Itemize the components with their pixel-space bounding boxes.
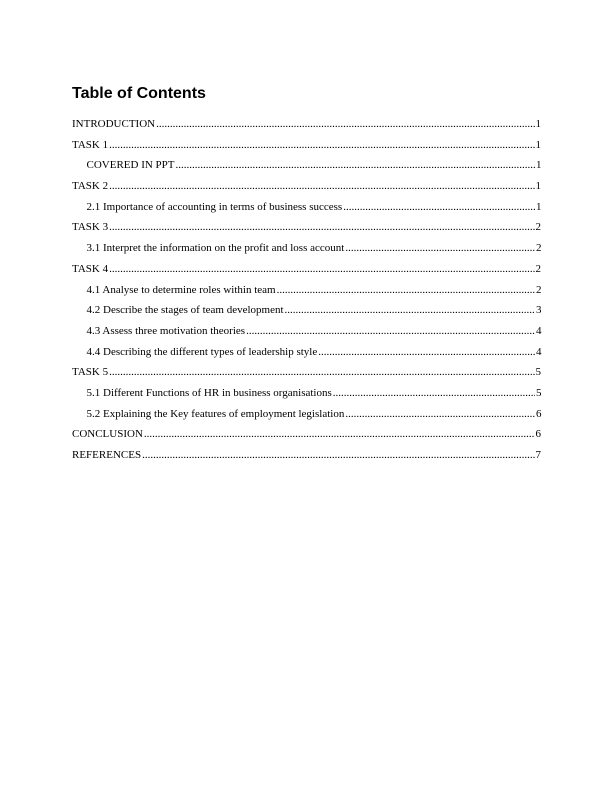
toc-entry-title: CONCLUSION: [72, 428, 143, 441]
toc-entry-title: TASK 3: [72, 221, 109, 234]
toc-entry-page: 5: [536, 386, 542, 399]
toc-entry-page: 2: [535, 221, 541, 234]
dot-leader: [285, 303, 535, 317]
toc-entry-4-4[interactable]: [72, 345, 542, 366]
dot-leader: [345, 241, 535, 255]
toc-entry-task-2[interactable]: [72, 179, 541, 200]
toc-entry-covered-in-ppt[interactable]: [72, 158, 542, 179]
toc-entry-task-3[interactable]: [72, 220, 541, 241]
toc-entry-5-2[interactable]: [72, 407, 542, 428]
toc-entry-references[interactable]: [72, 448, 541, 469]
toc-entry-page: 6: [536, 407, 542, 420]
toc-entry-title: TASK 4: [72, 262, 109, 275]
dot-leader: [109, 179, 534, 193]
toc-entry-3-1[interactable]: [72, 241, 542, 262]
dot-leader: [333, 386, 535, 400]
toc-entry-title: TASK 2: [72, 180, 109, 193]
dot-leader: [144, 427, 535, 441]
toc-entry-2-1[interactable]: [72, 200, 542, 221]
dot-leader: [318, 345, 535, 359]
toc-entry-task-4[interactable]: [72, 262, 541, 283]
toc-entry-page: 1: [535, 180, 541, 193]
toc-entry-4-2[interactable]: [72, 303, 542, 324]
toc-entry-page: 4: [536, 324, 542, 337]
toc-entry-task-5[interactable]: [72, 365, 541, 386]
dot-leader: [343, 200, 535, 214]
toc-entry-title: TASK 5: [72, 366, 109, 379]
dot-leader: [109, 365, 534, 379]
toc-entry-title: REFERENCES: [72, 449, 142, 461]
dot-leader: [246, 324, 535, 338]
dot-leader: [109, 220, 534, 234]
dot-leader: [277, 283, 535, 297]
toc-entry-4-1[interactable]: [72, 283, 542, 304]
toc-entry-page: 1: [536, 200, 542, 213]
dot-leader: [142, 448, 534, 462]
toc-entry-title: 4.1 Analyse to determine roles within team: [86, 283, 276, 296]
toc-entry-title: INTRODUCTION: [72, 118, 156, 130]
toc-entry-page: 2: [535, 262, 541, 275]
dot-leader: [109, 138, 534, 152]
toc-entry-title: 2.1 Importance of accounting in terms of business success: [86, 200, 343, 213]
toc-entry-4-3[interactable]: [72, 324, 542, 345]
toc-entry-page: 5: [535, 366, 541, 379]
toc-entry-title: 3.1 Interpret the information on the profit and loss account: [86, 242, 345, 255]
toc-entry-title: 4.4 Describing the different types of leadership style: [86, 345, 318, 358]
toc-entry-title: COVERED IN PPT: [86, 159, 175, 172]
toc-entry-conclusion[interactable]: [72, 427, 541, 448]
toc-heading: Table of Contents: [72, 85, 206, 102]
toc-entry-page: 6: [535, 428, 541, 441]
toc-entry-page: 7: [535, 449, 541, 461]
toc-entry-page: 3: [536, 304, 542, 317]
toc-entry-title: 4.2 Describe the stages of team development: [86, 304, 284, 317]
toc-entry-page: 1: [535, 138, 541, 151]
dot-leader: [156, 117, 534, 131]
dot-leader: [109, 262, 534, 276]
dot-leader: [345, 407, 535, 421]
toc-entry-5-1[interactable]: [72, 386, 542, 407]
toc-entry-page: 2: [536, 283, 542, 296]
toc-entry-page: 1: [536, 159, 542, 172]
toc-entry-title: 5.2 Explaining the Key features of employment legislation: [86, 407, 345, 420]
toc-list: [72, 117, 541, 469]
toc-entry-page: 2: [536, 242, 542, 255]
dot-leader: [176, 158, 535, 172]
toc-entry-title: 4.3 Assess three motivation theories: [86, 324, 246, 337]
toc-entry-page: 1: [535, 118, 541, 130]
toc-entry-title: TASK 1: [72, 138, 109, 151]
toc-entry-task-1[interactable]: [72, 138, 541, 159]
toc-entry-introduction[interactable]: [72, 117, 541, 138]
toc-entry-title: 5.1 Different Functions of HR in business organisations: [86, 386, 332, 399]
toc-entry-page: 4: [536, 345, 542, 358]
